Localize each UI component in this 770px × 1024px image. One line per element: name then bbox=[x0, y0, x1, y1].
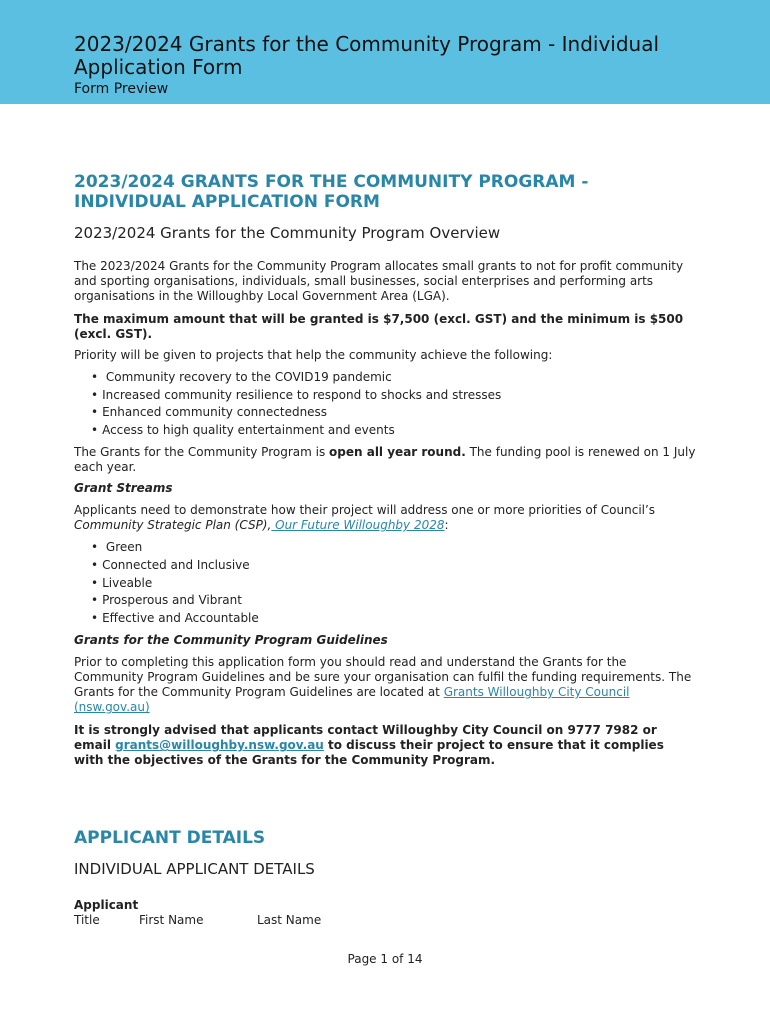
individual-applicant-heading: INDIVIDUAL APPLICANT DETAILS bbox=[74, 860, 315, 879]
applicant-details-heading: APPLICANT DETAILS bbox=[74, 828, 266, 849]
applicant-fields-row bbox=[74, 913, 696, 927]
guidelines-heading: Grants for the Community Program Guidelines bbox=[74, 633, 388, 648]
advice-post: to discuss their project to ensure that it complies with the objectives of the Grants for the Community Program. bbox=[74, 738, 664, 768]
streams-text-post: : bbox=[444, 518, 449, 533]
year-round-post: The funding pool is renewed on 1 July each year. bbox=[74, 445, 696, 475]
streams-text-pre: Applicants need to demonstrate how their project will address one or more priorities of Council’s bbox=[74, 503, 656, 518]
guidelines-body: Prior to completing this application form you should read and understand the Grants for the Community Program Guidelines and be sure your organisation can fulfil the funding requirements. The Grants for the Community Program Guidelines are located at bbox=[74, 655, 692, 700]
page-number: Page 1 of 14 bbox=[347, 952, 423, 966]
year-round-bold: open all year round. bbox=[329, 445, 466, 460]
list-item: • Green bbox=[91, 539, 696, 557]
list-item: • Enhanced community connectedness bbox=[91, 404, 696, 422]
max-amount-text: The maximum amount that will be granted is $7,500 (excl. GST) and the minimum is $500 (excl. GST). bbox=[74, 312, 684, 341]
grant-streams-heading: Grant Streams bbox=[74, 481, 173, 496]
guidelines-link[interactable]: Grants Willoughby City Council (nsw.gov.au) bbox=[74, 685, 630, 715]
overview-intro: The 2023/2024 Grants for the Community Program allocates small grants to not for profit community and sporting organisations, individuals, small businesses, social enterprises and performing arts organisations in the Willoughby Local Government Area (LGA). bbox=[74, 259, 684, 303]
streams-list bbox=[91, 539, 696, 627]
overview-heading: 2023/2024 Grants for the Community Program Overview bbox=[74, 224, 501, 242]
grants-email-link[interactable]: grants@willoughby.nsw.gov.au bbox=[115, 738, 324, 753]
document-subtitle: Form Preview bbox=[74, 81, 169, 97]
list-item: • Prosperous and Vibrant bbox=[91, 592, 696, 610]
advice-pre: It is strongly advised that applicants contact Willoughby City Council on 9777 7982 or email bbox=[74, 723, 657, 753]
applicant-label: Applicant bbox=[74, 898, 139, 913]
first-name-field-label: First Name bbox=[139, 913, 204, 928]
list-item: • Access to high quality entertainment and events bbox=[91, 422, 696, 440]
grant-streams-text bbox=[74, 503, 696, 533]
list-item: • Effective and Accountable bbox=[91, 610, 696, 628]
form-heading: 2023/2024 GRANTS FOR THE COMMUNITY PROGRAM - INDIVIDUAL APPLICATION FORM bbox=[74, 172, 589, 212]
header-banner bbox=[0, 0, 770, 104]
streams-text-italic: Community Strategic Plan (CSP), bbox=[74, 518, 272, 533]
list-item: • Increased community resilience to respond to shocks and stresses bbox=[91, 387, 696, 405]
list-item: • Community recovery to the COVID19 pandemic bbox=[91, 369, 696, 387]
year-round-text bbox=[74, 445, 696, 475]
list-item: • Liveable bbox=[91, 575, 696, 593]
title-field-label: Title bbox=[74, 913, 100, 928]
csp-link[interactable]: Our Future Willoughby 2028 bbox=[271, 518, 445, 533]
last-name-field-label: Last Name bbox=[257, 913, 322, 928]
list-item: • Connected and Inclusive bbox=[91, 557, 696, 575]
guidelines-text bbox=[74, 655, 696, 715]
document-title: 2023/2024 Grants for the Community Program - Individual Application Form bbox=[74, 32, 660, 79]
priority-list bbox=[91, 369, 696, 439]
year-round-pre: The Grants for the Community Program is bbox=[74, 445, 330, 460]
document-body bbox=[0, 172, 770, 927]
priority-intro: Priority will be given to projects that help the community achieve the following: bbox=[74, 348, 553, 362]
contact-advice bbox=[74, 723, 696, 768]
